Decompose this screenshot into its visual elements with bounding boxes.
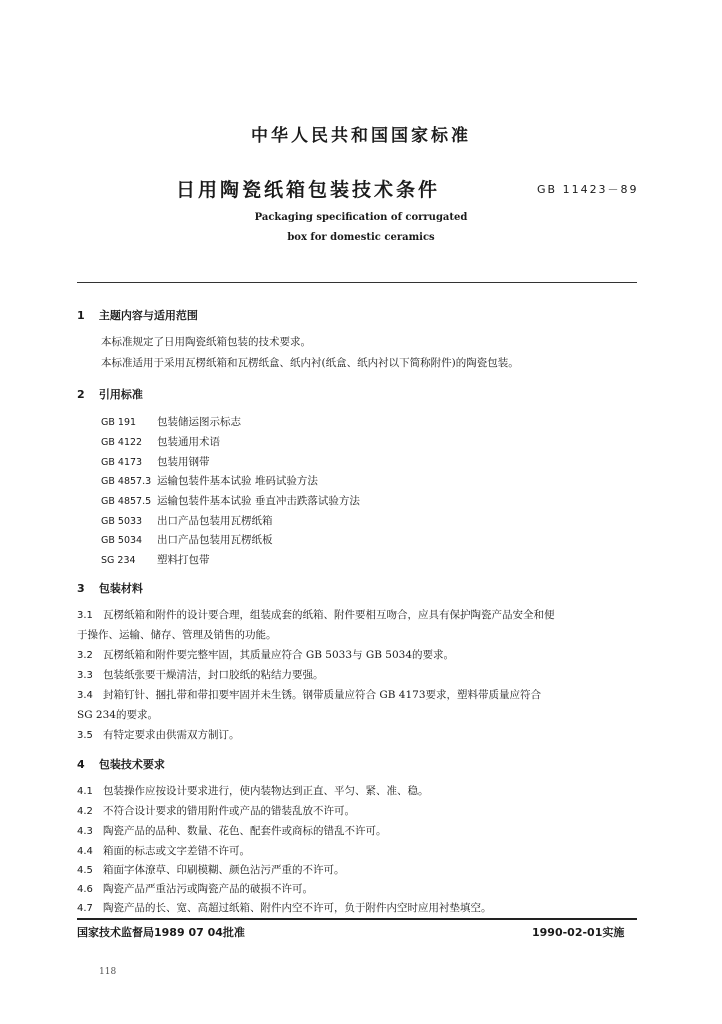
clause-number: 4.4 (77, 846, 93, 857)
section-number: 2 (77, 388, 85, 401)
clause-number: 4.1 (77, 786, 93, 797)
reference-title: 运输包装件基本试验 垂直冲击跌落试验方法 (157, 495, 360, 507)
reference-code: GB 4857.3 (101, 476, 152, 487)
clause-number: 3.1 (77, 610, 93, 621)
clause (77, 862, 345, 877)
section-title: 主题内容与适用范围 (98, 309, 198, 322)
section-title: 包装技术要求 (98, 758, 165, 771)
section-1-heading (77, 307, 198, 323)
reference-item (101, 414, 241, 429)
clause (77, 843, 250, 858)
section-number: 3 (77, 582, 85, 595)
clause-text: 不符合设计要求的错用附件或产品的错装乱放不许可。 (103, 805, 355, 817)
clause-text: 箱面的标志或文字差错不许可。 (103, 845, 250, 857)
clause (77, 823, 387, 838)
clause-number: 4.6 (77, 884, 93, 895)
clause-number: 4.7 (77, 903, 93, 914)
clause-number: 4.3 (77, 826, 93, 837)
standard-code: GB 11423－89 (537, 183, 639, 196)
clause-number: 3.2 (77, 650, 93, 661)
english-title-line-1: Packaging specification of corrugated (254, 212, 468, 223)
clause (77, 667, 324, 682)
clause-text: 瓦楞纸箱和附件的设计要合理，组装成套的纸箱、附件要相互吻合，应具有保护陶瓷产品安全和便 (103, 609, 555, 621)
section-number: 4 (77, 758, 85, 771)
reference-code: GB 191 (101, 417, 137, 428)
clause-text: 陶瓷产品的品种、数量、花色、配套件或商标的错乱不许可。 (103, 825, 387, 837)
reference-code: SG 234 (101, 555, 136, 566)
national-standard-heading: 中华人民共和国国家标准 (251, 126, 471, 146)
section-title: 引用标准 (98, 388, 143, 401)
clause-text: 陶瓷产品严重沾污或陶瓷产品的破损不许可。 (103, 883, 313, 895)
reference-title: 运输包装件基本试验 堆码试验方法 (157, 475, 318, 487)
english-title-line-2: box for domestic ceramics (287, 232, 435, 243)
clause-text: 有特定要求由供需双方制订。 (103, 729, 240, 741)
reference-code: GB 4173 (101, 457, 143, 468)
clause-text: 瓦楞纸箱和附件要完整牢固，其质量应符合 GB 5033与 GB 5034的要求。 (103, 649, 455, 661)
section-4-heading (77, 756, 165, 772)
clause (77, 803, 355, 818)
reference-item (101, 532, 273, 547)
approval-note: 国家技术监督局1989 07 04批准 (77, 926, 245, 939)
section-3-heading (77, 580, 143, 596)
reference-title: 包装储运图示标志 (157, 416, 241, 428)
clause-continuation: 于操作、运输、储存、管理及销售的功能。 (77, 629, 277, 641)
clause-text: 包装纸张要干燥清洁，封口胶纸的粘结力要强。 (103, 669, 324, 681)
document-title: 日用陶瓷纸箱包装技术条件 (176, 179, 441, 201)
reference-item (101, 513, 273, 528)
implementation-date: 1990-02-01实施 (532, 926, 625, 939)
reference-code: GB 5033 (101, 516, 143, 527)
reference-title: 塑料打包带 (157, 554, 210, 566)
section-number: 1 (77, 309, 85, 322)
reference-title: 出口产品包装用瓦楞纸板 (157, 534, 273, 546)
clause-text: 包装操作应按设计要求进行，使内装物达到正直、平匀、紧、准、稳。 (103, 785, 429, 797)
clause-number: 3.5 (77, 730, 93, 741)
clause-continuation: SG 234的要求。 (77, 709, 158, 721)
clause (77, 900, 492, 915)
clause-number: 3.3 (77, 670, 93, 681)
reference-title: 包装用钢带 (157, 456, 210, 468)
clause-number: 3.4 (77, 690, 93, 701)
clause (77, 607, 555, 622)
clause (77, 881, 313, 896)
clause-text: 陶瓷产品的长、宽、高超过纸箱、附件内空不许可，负于附件内空时应用衬垫填空。 (103, 902, 492, 914)
clause (77, 687, 541, 702)
clause-number: 4.5 (77, 865, 93, 876)
clause (77, 647, 454, 662)
reference-title: 包装通用术语 (157, 436, 220, 448)
bottom-divider (77, 918, 637, 920)
title-row (0, 175, 722, 205)
reference-item (101, 473, 318, 488)
clause-number: 4.2 (77, 806, 93, 817)
reference-code: GB 4857.5 (101, 496, 152, 507)
reference-item (101, 434, 220, 449)
clause-text: 封箱钉针、捆扎带和带扣要牢固并未生锈。钢带质量应符合 GB 4173要求，塑料带质量应符合 (103, 689, 541, 701)
reference-title: 出口产品包装用瓦楞纸箱 (157, 515, 273, 527)
reference-code: GB 4122 (101, 437, 143, 448)
reference-item (101, 454, 210, 469)
reference-item (101, 552, 210, 567)
clause-text: 箱面字体潦草、印刷模糊、颜色沾污严重的不许可。 (103, 864, 345, 876)
paragraph: 本标准适用于采用瓦楞纸箱和瓦楞纸盒、纸内衬(纸盒、纸内衬以下简称附件)的陶瓷包装。 (101, 357, 519, 369)
section-title: 包装材料 (98, 582, 143, 595)
section-2-heading (77, 386, 143, 402)
top-divider (77, 282, 637, 283)
page-number: 118 (99, 967, 117, 977)
paragraph: 本标准规定了日用陶瓷纸箱包装的技术要求。 (101, 336, 311, 348)
reference-code: GB 5034 (101, 535, 143, 546)
reference-item (101, 493, 360, 508)
clause (77, 727, 240, 742)
clause (77, 783, 429, 798)
